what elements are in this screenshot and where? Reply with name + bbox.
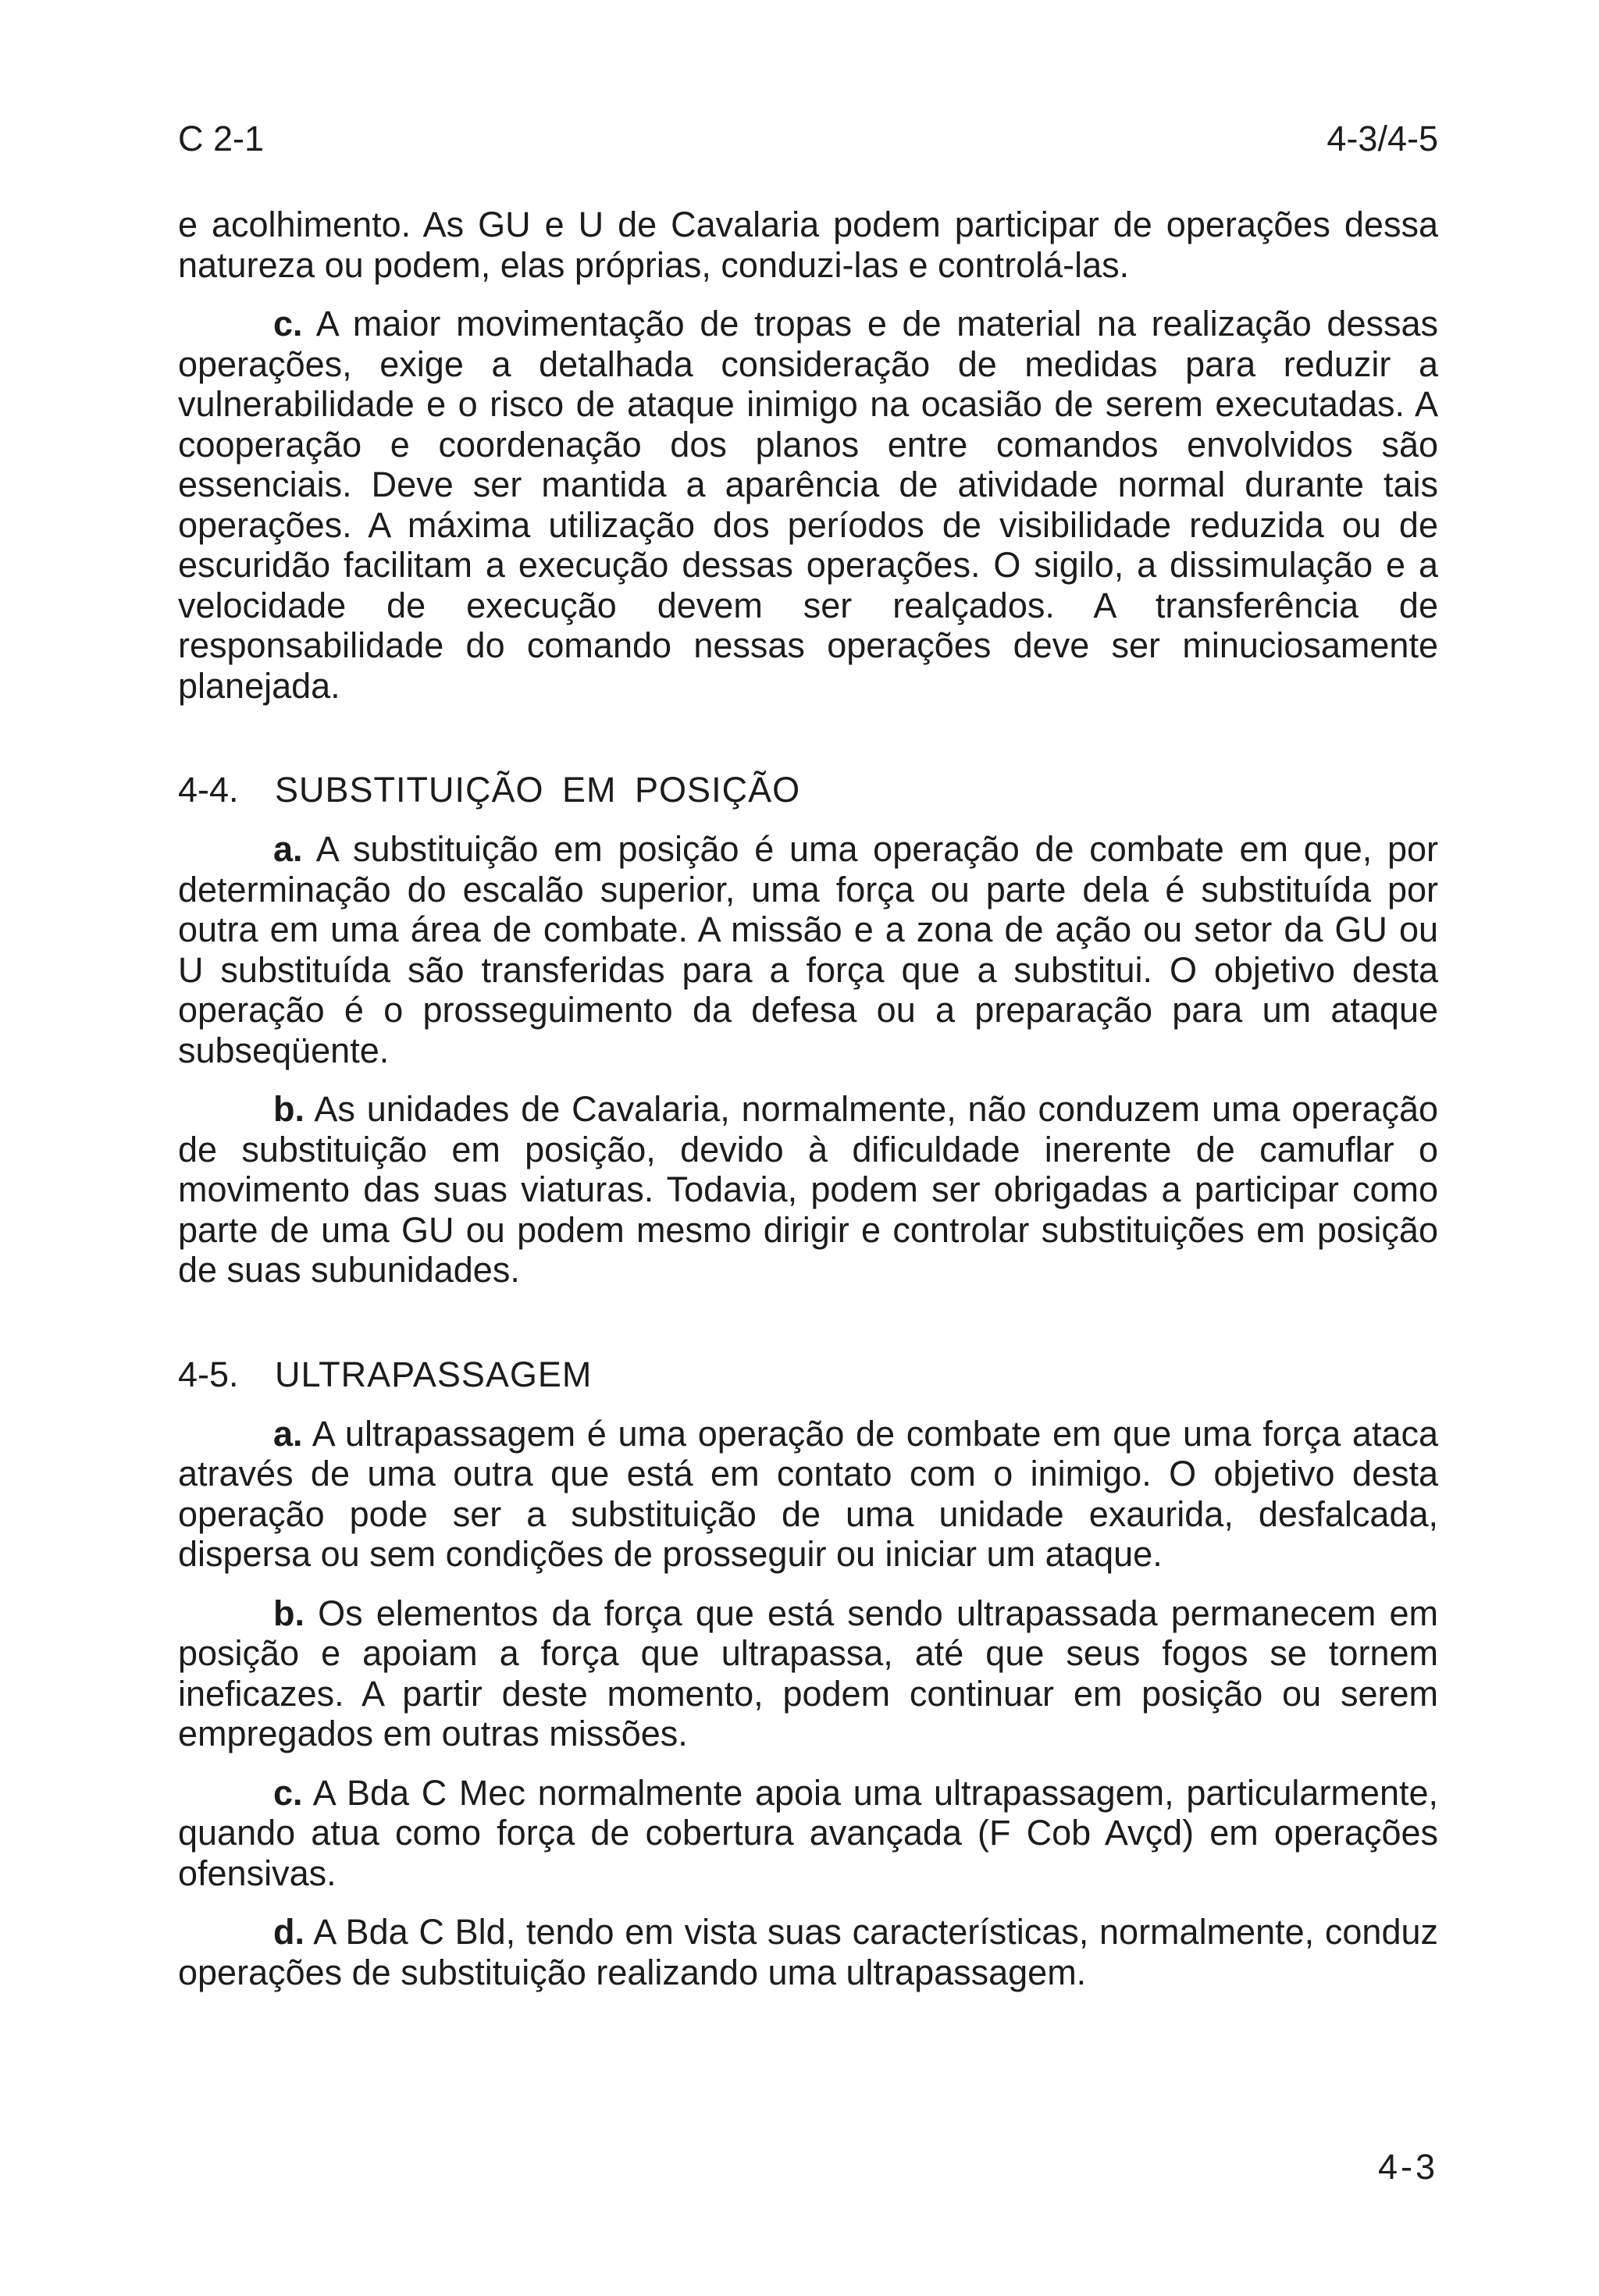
paragraph-letter: d.: [273, 1912, 304, 1952]
section-title: SUBSTITUIÇÃO EM POSIÇÃO: [275, 770, 801, 810]
paragraph-letter: b.: [273, 1089, 304, 1129]
paragraph-letter: c.: [273, 304, 303, 344]
paragraph-text: A Bda C Mec normalmente apoia uma ultrapassagem, particularmente, quando atua como força de cobertura avançada (F Cob Avçd) em operações ofensivas.: [178, 1772, 1438, 1893]
paragraph-text: A maior movimentação de tropas e de material na realização dessas operações, exige a detalhada consideração de medidas para reduzir a vulnerabilidade e o risco de ataque inimigo na ocasião de serem executadas. A cooperação e coordenação dos planos entre comandos envolvidos são essenciais. Deve ser mantida a aparência de atividade normal durante tais operações. A máxima utilização dos períodos de visibilidade reduzida ou de escuridão facilitam a execução dessas operações. O sigilo, a dissimulação e a velocidade de execução devem ser realçados. A transferência de responsabilidade do comando nessas operações deve ser minuciosamente planejada.: [178, 304, 1438, 706]
section-heading-4-4: [178, 770, 1438, 810]
paragraph-text: A ultrapassagem é uma operação de combate em que uma força ataca através de uma outra que está em contato com o inimigo. O objetivo desta operação pode ser a substituição de uma unidade exaurida, desfalcada, dispersa ou sem condições de prosseguir ou iniciar um ataque.: [178, 1413, 1438, 1574]
section-title: ULTRAPASSAGEM: [275, 1354, 593, 1394]
section-number: 4-4.: [178, 770, 239, 810]
paragraph-4-4-b: [178, 1089, 1438, 1290]
page-number: 4-3: [1377, 2147, 1438, 2187]
paragraph-4-5-c: [178, 1773, 1438, 1894]
manual-code: C 2-1: [178, 119, 265, 158]
paragraph-4-5-a: [178, 1414, 1438, 1575]
paragraph-text: As unidades de Cavalaria, normalmente, não conduzem uma operação de substituição em posição, devido à dificuldade inerente de camuflar o movimento das suas viaturas. Todavia, podem ser obrigadas a participar como parte de uma GU ou podem mesmo dirigir e controlar substituições em posição de suas subunidades.: [178, 1089, 1438, 1290]
body-text: [178, 205, 1438, 1992]
paragraph-text: Os elementos da força que está sendo ultrapassada permanecem em posição e apoiam a força que ultrapassa, até que seus fogos se tornem ineficazes. A partir deste momento, podem continuar em posição ou serem empregados em outras missões.: [178, 1593, 1438, 1753]
paragraph-letter: a.: [273, 1413, 303, 1454]
paragraph-text: A substituição em posição é uma operação de combate em que, por determinação do escalão superior, uma força ou parte dela é substituída por outra em uma área de combate. A missão e a zona de ação ou setor da GU ou U substituída são transferidas para a força que a substitui. O objetivo desta operação é o prosseguimento da defesa ou a preparação para um ataque subseqüente.: [178, 829, 1438, 1070]
section-heading-4-5: [178, 1354, 1438, 1395]
paragraph-letter: c.: [273, 1772, 303, 1813]
paragraph-letter: a.: [273, 829, 303, 869]
running-header: [178, 116, 1438, 162]
paragraph-letter: b.: [273, 1593, 304, 1633]
paragraph-4-5-b: [178, 1593, 1438, 1754]
section-range: 4-3/4-5: [1327, 119, 1438, 158]
continuation-paragraph: e acolhimento. As GU e U de Cavalaria podem participar de operações dessa natureza ou podem, elas próprias, conduzi-las e controlá-las.: [178, 205, 1438, 285]
paragraph-4-5-d: [178, 1912, 1438, 1992]
paragraph-4-4-a: [178, 829, 1438, 1070]
paragraph-4-3-c: [178, 304, 1438, 706]
section-number: 4-5.: [178, 1354, 239, 1394]
paragraph-text: A Bda C Bld, tendo em vista suas características, normalmente, conduz operações de substituição realizando uma ultrapassagem.: [178, 1912, 1438, 1992]
